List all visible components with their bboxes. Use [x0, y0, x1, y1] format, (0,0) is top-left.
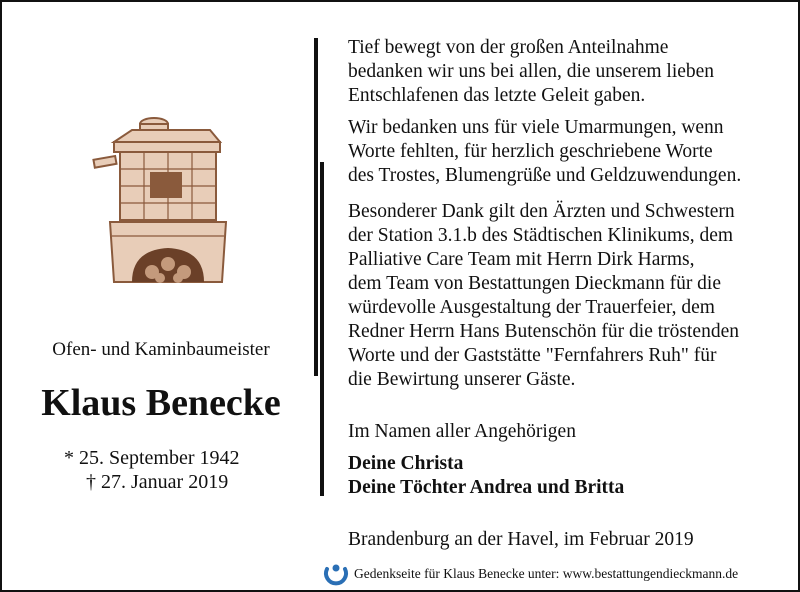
memorial-page-link[interactable]: Gedenkseite für Klaus Benecke unter: www.bestattungendieckmann.de: [354, 566, 739, 581]
signers: [348, 452, 788, 500]
text-line: des Trostes, Blumengrüße und Geldzuwendungen.: [348, 165, 742, 186]
text-line: Redner Herrn Hans Butenschön für die tröstenden: [348, 321, 739, 342]
divider-line: [320, 162, 324, 496]
signer-daughters: Deine Töchter Andrea und Britta: [348, 477, 625, 498]
funeral-home-logo-icon: [322, 560, 350, 588]
text-line: Worte fehlten, für herzlich geschriebene Worte: [348, 141, 713, 162]
text-line: die Bewirtung unserer Gäste.: [348, 369, 576, 390]
deceased-panel: [2, 2, 320, 590]
text-line: Entschlafenen das letzte Geleit gaben.: [348, 85, 646, 106]
text-line: würdevolle Ausgestaltung der Trauerfeier, dem: [348, 297, 715, 318]
deceased-name: Klaus Benecke: [41, 382, 281, 424]
text-line: Wir bedanken uns für viele Umarmungen, wenn: [348, 117, 724, 138]
divider-line: [314, 38, 318, 376]
tiled-stove-icon: [92, 112, 232, 287]
on-behalf-line: Im Namen aller Angehörigen: [348, 421, 576, 442]
text-line: bedanken wir uns bei allen, die unserem lieben: [348, 61, 715, 82]
text-line: Tief bewegt von der großen Anteilnahme: [348, 37, 669, 58]
hugs-paragraph: [348, 116, 788, 188]
place-date: Brandenburg an der Havel, im Februar 2019: [348, 529, 694, 550]
footer: [322, 560, 792, 588]
text-line: Palliative Care Team mit Herrn Dirk Harms,: [348, 249, 695, 270]
text-line: Besonderer Dank gilt den Ärzten und Schwestern: [348, 201, 735, 222]
thanks-paragraph: [348, 36, 788, 108]
birth-date: * 25. September 1942: [64, 447, 240, 469]
signer-christa: Deine Christa: [348, 453, 464, 474]
special-thanks-paragraph: [348, 200, 788, 392]
text-line: Worte und der Gaststätte "Fernfahrers Ruh" für: [348, 345, 717, 366]
death-date: † 27. Januar 2019: [86, 471, 229, 493]
profession-title: Ofen- und Kaminbaumeister: [52, 339, 270, 360]
text-line: der Station 3.1.b des Städtischen Klinikums, dem: [348, 225, 734, 246]
text-line: dem Team von Bestattungen Dieckmann für die: [348, 273, 722, 294]
